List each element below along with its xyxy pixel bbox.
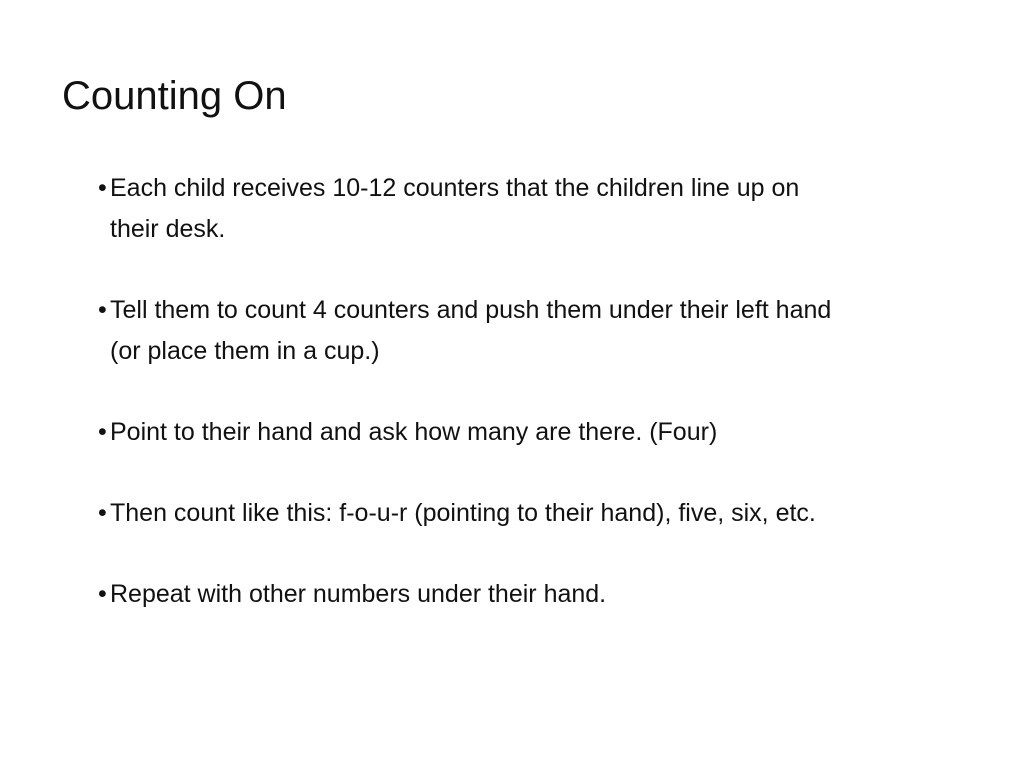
bullet-marker: •	[98, 499, 107, 527]
bullet-marker: •	[98, 580, 107, 608]
bullet-marker: •	[98, 418, 107, 446]
bullet-text: Tell them to count 4 counters and push them under their left hand (or place them in a cup.)	[110, 296, 832, 365]
bullet-item	[98, 168, 838, 250]
bullet-item	[98, 412, 838, 453]
bullet-item	[98, 290, 838, 372]
bullet-marker: •	[98, 174, 107, 202]
bullet-list	[98, 168, 838, 655]
slide-title: Counting On	[62, 74, 287, 118]
bullet-marker: •	[98, 296, 107, 324]
bullet-text: Repeat with other numbers under their hand.	[110, 580, 607, 608]
bullet-item	[98, 493, 838, 534]
bullet-item	[98, 574, 838, 615]
bullet-text: Point to their hand and ask how many are there. (Four)	[110, 418, 718, 446]
bullet-text: Each child receives 10-12 counters that the children line up on their desk.	[110, 174, 800, 243]
bullet-text: Then count like this: f-o-u-r (pointing to their hand), five, six, etc.	[110, 499, 816, 527]
